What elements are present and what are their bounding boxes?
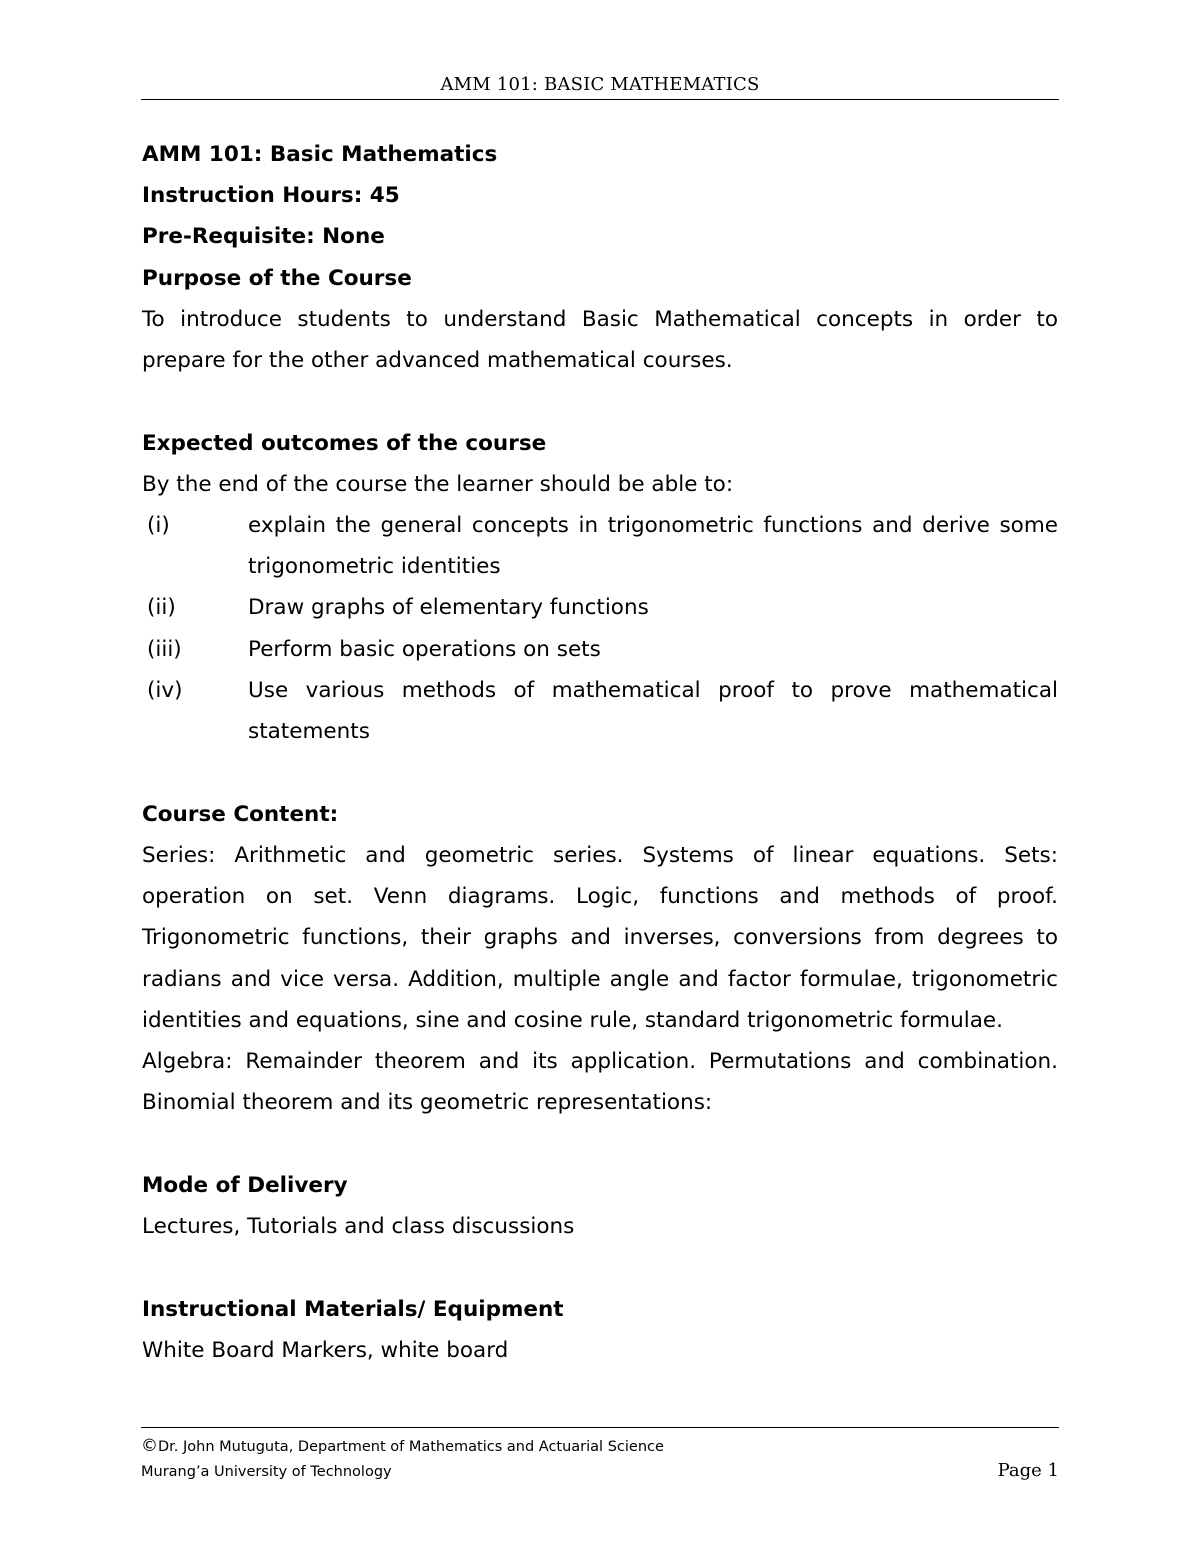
outcomes-intro: By the end of the course the learner should be able to:	[142, 471, 734, 497]
spacer	[142, 752, 1058, 794]
outcome-item-1	[142, 505, 1058, 587]
outcome-text: explain the general concepts in trigonometric functions and derive some trigonometric identities	[248, 513, 1058, 580]
purpose-heading: Purpose of the Course	[142, 265, 412, 291]
footer-divider	[141, 1427, 1059, 1428]
materials-text: White Board Markers, white board	[142, 1337, 509, 1363]
outcome-item-4	[142, 670, 1058, 752]
outcomes-heading: Expected outcomes of the course	[142, 430, 547, 456]
header-divider	[141, 99, 1059, 100]
series-paragraph: Series: Arithmetic and geometric series. Systems of linear equations. Sets: operation on set. Venn diagrams. Logic, functions and methods of proof. Trigonometric functions, their graphs and inverses, conversions from degrees to radians and vice versa. Addition, multiple angle and factor formulae, trigonometric identities and equations, sine and cosine rule, standard trigonometric formulae.	[142, 842, 1058, 1033]
outcome-text: Use various methods of mathematical proof to prove mathematical statements	[248, 677, 1058, 745]
spacer	[142, 1123, 1058, 1165]
materials-heading: Instructional Materials/ Equipment	[142, 1296, 564, 1322]
outcome-item-3	[142, 629, 1058, 670]
delivery-heading: Mode of Delivery	[142, 1172, 348, 1198]
document-body	[142, 134, 1058, 1371]
spacer	[142, 1247, 1058, 1289]
purpose-text: To introduce students to understand Basic Mathematical concepts in order to prepare for the other advanced mathematical courses.	[142, 306, 1058, 373]
footer-university: Murang’a University of Technology	[141, 1464, 392, 1480]
outcome-text: Perform basic operations on sets	[248, 636, 601, 662]
instruction-hours: Instruction Hours: 45	[142, 183, 400, 209]
content-heading: Course Content:	[142, 801, 339, 827]
outcome-number: (ii)	[147, 595, 176, 621]
copyright-icon: ©	[141, 1436, 158, 1456]
footer-bottom-line	[141, 1461, 1059, 1482]
course-title: AMM 101: Basic Mathematics	[142, 142, 498, 167]
outcome-item-2	[142, 587, 1058, 628]
pre-requisite: Pre-Requisite: None	[142, 224, 385, 250]
spacer	[142, 381, 1058, 423]
outcome-number: (iv)	[147, 677, 183, 703]
outcome-number: (i)	[147, 513, 170, 539]
footer-author-line	[141, 1436, 1059, 1457]
outcome-number: (iii)	[147, 636, 182, 662]
footer-author: Dr. John Mutuguta, Department of Mathematics and Actuarial Science	[158, 1439, 664, 1455]
outcome-text: Draw graphs of elementary functions	[248, 595, 649, 621]
page-number: Page 1	[997, 1460, 1059, 1481]
running-header: AMM 101: BASIC MATHEMATICS	[440, 74, 760, 95]
algebra-paragraph: Algebra: Remainder theorem and its application. Permutations and combination. Binomial theorem and its geometric representations:	[142, 1048, 1058, 1116]
delivery-text: Lectures, Tutorials and class discussions	[142, 1214, 575, 1240]
